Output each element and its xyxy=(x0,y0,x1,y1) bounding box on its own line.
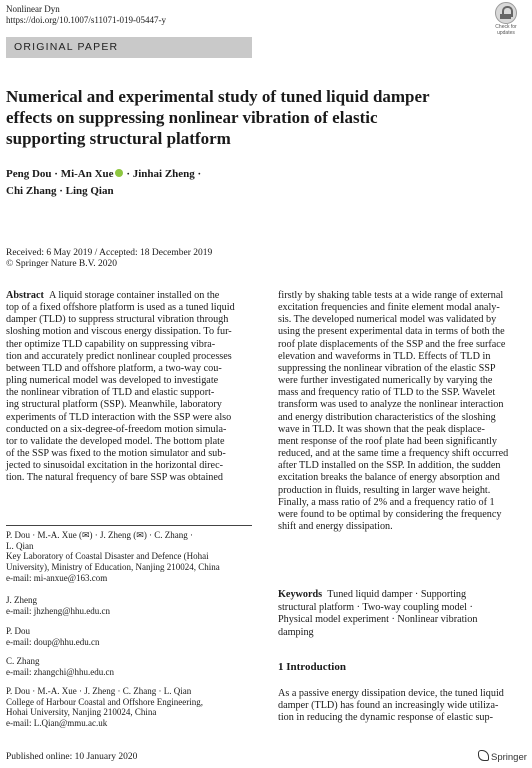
affiliation-line: Hohai University, Nanjing 210024, China xyxy=(6,707,157,718)
abstract-line: damper (TLD) to suppress structural vibration through xyxy=(6,314,229,326)
journal-name: Nonlinear Dyn xyxy=(6,4,60,14)
title-line: supporting structural platform xyxy=(6,129,231,148)
affiliation-line: P. Dou · M.-A. Xue · J. Zheng · C. Zhang · L. Qian xyxy=(6,686,192,696)
abstract-line: sloshing motion and viscous energy dissipation. To fur- xyxy=(6,326,232,338)
keywords-line: damping xyxy=(278,626,314,638)
check-for-updates-badge[interactable] xyxy=(486,2,526,34)
affiliation-line: L. Qian xyxy=(6,540,34,551)
abstract-line: tion and accurately predict nonlinear coupled processes xyxy=(6,350,232,362)
keywords-line: Physical model experiment · Nonlinear vibration xyxy=(278,614,478,626)
intro-line: tion in reducing the dynamic response of elastic sup- xyxy=(278,712,494,724)
abstract-line: were further investigated numerically by varying the xyxy=(278,375,493,387)
badge-label-1: Check for xyxy=(495,24,517,30)
affiliation-email[interactable]: e-mail: doup@hhu.edu.cn xyxy=(6,636,100,647)
abstract-line: firstly by shaking table tests at a wide range of external xyxy=(278,290,504,301)
affiliation-email[interactable]: e-mail: jhzheng@hhu.edu.cn xyxy=(6,605,111,616)
authors-line-1: Peng Dou · Mi-An Xue xyxy=(6,168,114,180)
introduction-text xyxy=(278,688,524,724)
abstract-line: shift and energy dissipation. xyxy=(278,520,393,532)
published-online: Published online: 10 January 2020 xyxy=(6,752,138,762)
affiliation-line: P. Dou xyxy=(6,626,31,636)
intro-line: As a passive energy dissipation device, the tuned liquid xyxy=(278,688,504,699)
abstract-line: the nonlinear vibration of TLD and elastic support- xyxy=(6,387,215,399)
abstract-line: suppressing the nonlinear vibration of the elastic SSP xyxy=(278,362,496,374)
abstract-left xyxy=(6,290,252,485)
publisher-logo xyxy=(478,750,527,763)
affiliation-block xyxy=(6,626,252,647)
abstract-line: conducted on a six-degree-of-freedom motion simula- xyxy=(6,423,227,435)
title-line: Numerical and experimental study of tuned liquid damper xyxy=(6,87,430,106)
affiliation-line: C. Zhang xyxy=(6,656,40,666)
update-icon xyxy=(495,2,517,24)
received-accepted: Received: 6 May 2019 / Accepted: 18 December 2019 xyxy=(6,248,213,258)
abstract-line: roof plate displacements of the SSP and the free surface xyxy=(278,338,506,350)
abstract-line: production in fluids, resulting in larger wave height. xyxy=(278,484,491,496)
affiliation-email[interactable]: e-mail: L.Qian@mmu.ac.uk xyxy=(6,718,108,729)
affiliation-line: J. Zheng xyxy=(6,595,37,605)
abstract-line: between TLD and offshore platform, a two-way cou- xyxy=(6,362,222,374)
authors-line-1b: · Jinhai Zheng · xyxy=(126,168,202,180)
abstract-line: of the SSP was fixed to the motion simulator and sub- xyxy=(6,448,226,460)
abstract-line: using the present experimental data in terms of both the xyxy=(278,326,505,338)
abstract-line: sis. The developed numerical model was validated by xyxy=(278,314,497,326)
abstract-right xyxy=(278,290,524,533)
abstract-heading: Abstract xyxy=(6,290,44,301)
section-banner: ORIGINAL PAPER xyxy=(6,37,252,58)
abstract-line: tor to validate the developed model. The bottom plate xyxy=(6,435,225,447)
abstract-line: and energy distribution characteristics of the sloshing xyxy=(278,411,496,423)
affiliation-line: P. Dou · M.-A. Xue (✉) · J. Zheng (✉) · C. Zhang · xyxy=(6,530,194,540)
abstract-line: wave in TLD. It was shown that the peak displace- xyxy=(278,423,485,435)
abstract-line: ing structural platform (SSP). Meanwhile, laboratory xyxy=(6,399,222,411)
abstract-line: were found to be optimal by considering the frequency xyxy=(278,508,502,520)
affiliation-line: College of Harbour Coastal and Offshore Engineering, xyxy=(6,696,204,707)
keywords-line: Tuned liquid damper · Supporting xyxy=(327,589,467,600)
abstract-line: ther optimize TLD capability on suppressing vibra- xyxy=(6,338,216,350)
doi-link[interactable]: https://doi.org/10.1007/s11071-019-05447-y xyxy=(6,15,167,25)
orcid-icon[interactable] xyxy=(115,169,123,177)
article-dates xyxy=(6,248,212,270)
title-line: effects on suppressing nonlinear vibration of elastic xyxy=(6,108,378,127)
affiliation-block xyxy=(6,530,252,584)
abstract-line: excitation frequencies and finite element modal analy- xyxy=(278,302,500,314)
abstract-line: reduced, and at the same time a frequency shift occurred xyxy=(278,448,509,460)
keywords-block xyxy=(278,589,524,639)
abstract-line: pling numerical model was developed to investigate xyxy=(6,375,219,387)
keywords-line: structural platform · Two-way coupling model · xyxy=(278,601,473,613)
affiliation-email[interactable]: e-mail: mi-anxue@163.com xyxy=(6,572,108,583)
affiliation-email[interactable]: e-mail: zhangchi@hhu.edu.cn xyxy=(6,666,114,677)
publisher-name: Springer xyxy=(491,752,527,763)
introduction-heading: 1 Introduction xyxy=(278,661,346,673)
abstract-line: experiments of TLD interaction with the SSP were also xyxy=(6,411,232,423)
abstract-line: top of a fixed offshore platform is used as a tuned liquid xyxy=(6,302,235,314)
affiliation-line: University), Ministry of Education, Nanjing 210024, China xyxy=(6,562,220,573)
intro-line: damper (TLD) has found an increasingly wide utiliza- xyxy=(278,700,499,712)
article-title xyxy=(6,86,486,149)
abstract-line: transform was used to analyze the nonlinear interaction xyxy=(278,399,504,411)
keywords-heading: Keywords xyxy=(278,589,323,600)
author-list xyxy=(6,166,266,200)
abstract-line: mass and frequency ratio of TLD to the SSP. Wavelet xyxy=(278,387,496,399)
badge-label-2: updates xyxy=(497,30,515,36)
abstract-line: ment response of the roof plate had been significantly xyxy=(278,435,497,447)
affiliation-line: Key Laboratory of Coastal Disaster and Defence (Hohai xyxy=(6,551,209,562)
springer-horse-icon xyxy=(478,750,489,761)
affiliation-block xyxy=(6,656,252,677)
abstract-line: elevation and waveforms in TLD. Effects of TLD in xyxy=(278,350,491,362)
abstract-line: jected to sinusoidal excitation in the horizontal direc- xyxy=(6,460,223,472)
authors-line-2: Chi Zhang · Ling Qian xyxy=(6,185,114,197)
footnote-divider xyxy=(6,525,252,526)
abstract-line: Abstract A liquid storage container installed on the xyxy=(6,290,220,301)
abstract-line: tion. The natural frequency of bare SSP was obtained xyxy=(6,472,223,484)
abstract-line: excitation breaks the balance of energy absorption and xyxy=(278,472,500,484)
affiliation-block xyxy=(6,686,252,729)
copyright: © Springer Nature B.V. 2020 xyxy=(6,259,118,269)
abstract-line: after TLD installed on the SSP. In addition, the sudden xyxy=(278,460,501,472)
affiliation-block xyxy=(6,595,252,616)
abstract-line: Finally, a mass ratio of 2% and a frequency ratio of 1 xyxy=(278,496,495,508)
